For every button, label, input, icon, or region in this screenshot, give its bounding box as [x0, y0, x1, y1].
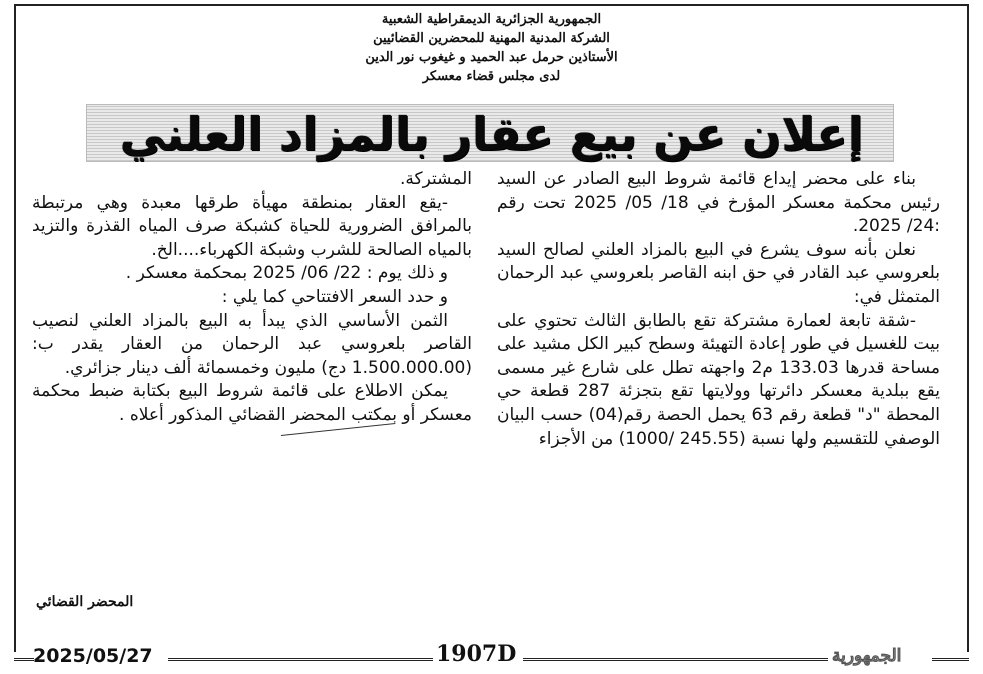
header-line-4: لدى مجلس قضاء معسكر: [422, 69, 561, 84]
publication-date: 2025/05/27: [33, 645, 153, 667]
newspaper-logo: الجمهورية: [832, 646, 902, 666]
paragraph: و ذلك يوم : 22/ 06/ 2025 بمحكمة معسكر .: [125, 263, 448, 284]
bailiff-signature: المحضر القضائي: [36, 594, 134, 610]
header-line-3: الأستاذين حرمل عبد الحميد و غيغوب نور الدين: [365, 50, 618, 65]
paragraph: نعلن بأنه سوف يشرع في البيع بالمزاد العلني لصالح السيد بلعروسي عبد القادر في حق ابنه القاصر بلعروسي عبد الرحمان المتمثل في:: [497, 239, 940, 307]
left-column: [32, 168, 472, 428]
right-column: [497, 168, 940, 451]
footer-rule: [523, 658, 828, 661]
footer-rule: [168, 658, 433, 661]
announcement-code: 1907D: [436, 641, 517, 667]
paragraph: المشتركة.: [399, 169, 472, 189]
footer-rule: [14, 658, 34, 661]
announcement-title: إعلان عن بيع عقار بالمزاد العلني: [119, 107, 864, 161]
paragraph: الثمن الأساسي الذي يبدأ به البيع بالمزاد العلني لنصيب القاصر بلعروسي عبد الرحمان من العقار يقدر ب: (1.500.000.00 دج) مليون وخمسمائة ألف دينار جزائري.: [32, 310, 472, 378]
paragraph: بناء على محضر إيداع قائمة شروط البيع الصادر عن السيد رئيس محكمة معسكر المؤرخ في 18/ 05/ 2025 تحت رقم :24/ 2025.: [497, 169, 940, 237]
masthead: [0, 10, 983, 86]
footer: [0, 636, 983, 666]
paragraph: -شقة تابعة لعمارة مشتركة تقع بالطابق الثالث تحتوي على بيت للغسيل في طور إعادة التهيئة وسطح كبير الكل مشيد على مساحة قدرها 133.03 م2 واجهته تطل على شارع غير مسمى يقع ببلدية معسكر دائرتها وولايتها تقع بتجزئة 287 قطعة حي المحطة "د" قطعة رقم 63 يحمل الحصة رقم(04) حسب البيان الوصفي للتقسيم ولها نسبة (245.55 /1000) من الأجزاء: [497, 310, 940, 449]
paragraph: -يقع العقار بمنطقة مهيأة طرقها معبدة وهي مرتبطة بالمرافق الضرورية للحياة كشبكة صرف المياه القذرة والتزيد بالمياه الصالحة للشرب وشبكة الكهرباء....الخ.: [32, 192, 472, 260]
header-line-1: الجمهورية الجزائرية الديمقراطية الشعبية: [381, 12, 602, 27]
header-line-2: الشركة المدنية المهنية للمحضرين القضائيين: [373, 31, 610, 46]
footer-rule: [932, 658, 969, 661]
paragraph: و حدد السعر الافتتاحي كما يلي :: [221, 286, 448, 307]
paragraph: يمكن الاطلاع على قائمة شروط البيع بكتابة ضبط محكمة معسكر أو بمكتب المحضر القضائي المذكور أعلاه .: [32, 381, 472, 425]
